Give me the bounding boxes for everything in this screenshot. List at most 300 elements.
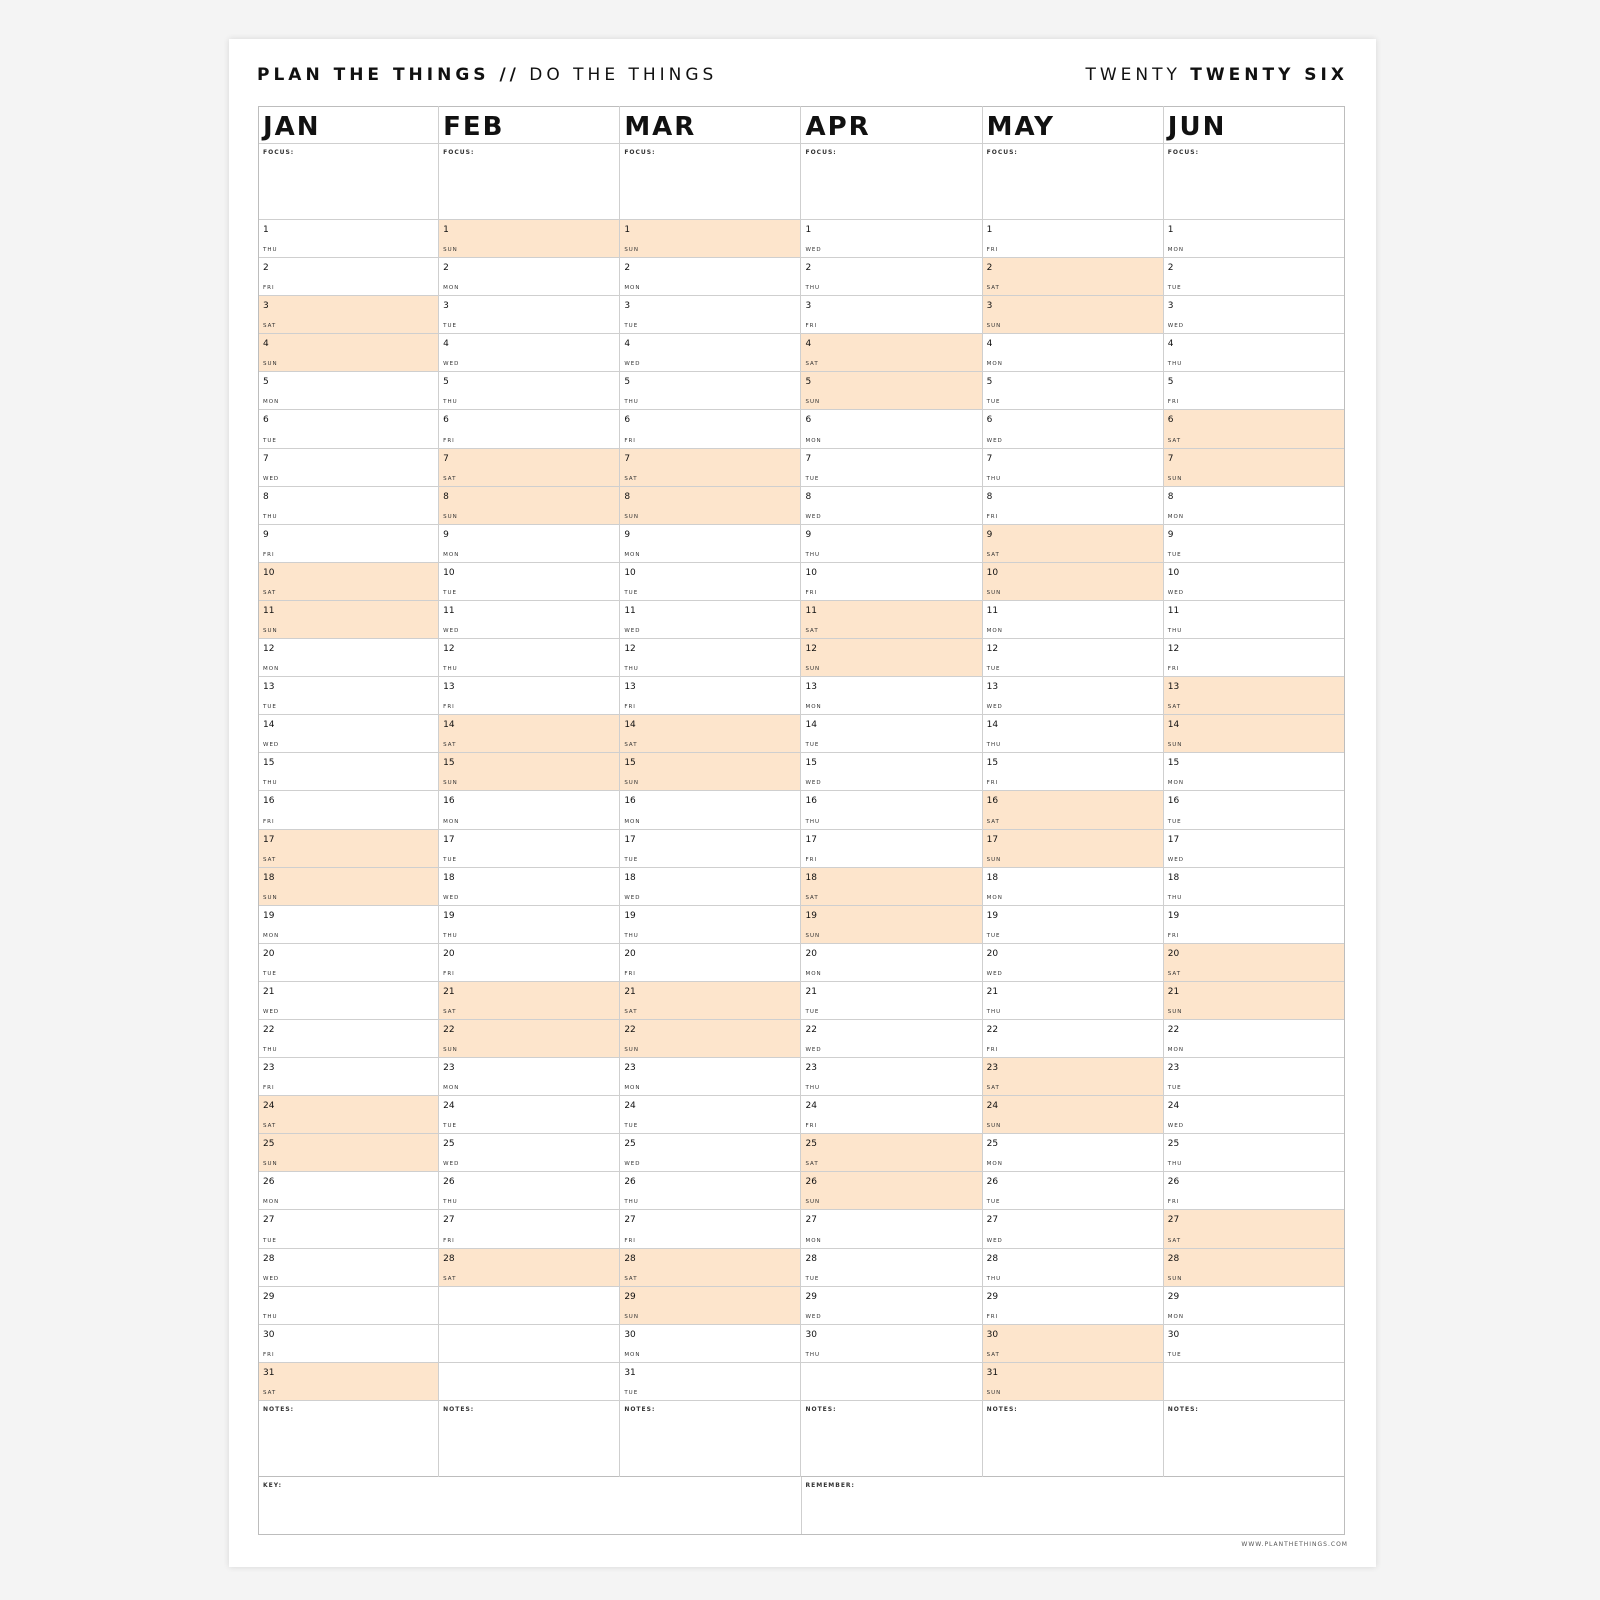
day-cell[interactable] — [259, 410, 438, 448]
day-number: 26 — [624, 1177, 636, 1188]
day-cell[interactable] — [439, 449, 619, 487]
day-cell[interactable] — [439, 639, 619, 677]
day-cell[interactable] — [620, 944, 800, 982]
day-cell[interactable] — [983, 449, 1163, 487]
day-weekday: WED — [986, 437, 1003, 444]
day-cell[interactable] — [1164, 639, 1344, 677]
day-number: 12 — [443, 644, 455, 655]
day-cell[interactable] — [259, 639, 438, 677]
day-number: 16 — [1167, 796, 1180, 807]
day-weekday: FRI — [986, 1047, 999, 1054]
day-cell[interactable] — [983, 1134, 1163, 1172]
day-weekday: FRI — [624, 437, 636, 444]
day-weekday: WED — [805, 1047, 822, 1054]
day-cell[interactable] — [983, 868, 1163, 906]
day-cell[interactable] — [1164, 1134, 1344, 1172]
day-cell[interactable] — [801, 449, 981, 487]
day-cell[interactable] — [439, 868, 619, 906]
day-number: 9 — [805, 529, 812, 540]
day-number: 2 — [443, 263, 449, 274]
day-cell[interactable] — [620, 868, 800, 906]
day-weekday: THU — [263, 1313, 278, 1320]
day-number: 5 — [624, 377, 631, 388]
day-cell[interactable] — [1164, 1096, 1344, 1134]
day-number: 20 — [986, 948, 999, 959]
day-cell[interactable] — [801, 563, 981, 601]
day-number: 8 — [1167, 491, 1174, 502]
notes-label: NOTES: — [443, 1405, 475, 1413]
month-name: JAN — [259, 106, 438, 144]
day-weekday: SUN — [1167, 742, 1183, 749]
day-cell[interactable] — [439, 525, 619, 563]
day-number: 14 — [443, 720, 455, 731]
day-weekday: THU — [624, 399, 639, 406]
day-cell[interactable] — [983, 1249, 1163, 1287]
day-cell[interactable] — [801, 410, 981, 448]
day-cell[interactable] — [801, 1249, 981, 1287]
day-number: 27 — [1167, 1215, 1180, 1226]
day-number: 28 — [263, 1253, 275, 1264]
day-cell[interactable] — [259, 715, 438, 753]
day-cell[interactable] — [439, 715, 619, 753]
day-cell[interactable] — [439, 372, 619, 410]
day-cell[interactable] — [983, 791, 1163, 829]
day-cell[interactable] — [620, 1249, 800, 1287]
day-cell[interactable] — [620, 1210, 800, 1248]
day-number: 8 — [624, 491, 631, 502]
day-cell[interactable] — [259, 258, 438, 296]
day-cell[interactable] — [801, 1096, 981, 1134]
notes-box[interactable] — [983, 1401, 1163, 1477]
day-weekday: MON — [805, 704, 822, 711]
day-cell[interactable] — [1164, 487, 1344, 525]
day-weekday: WED — [1167, 1123, 1184, 1130]
day-weekday: MON — [986, 361, 1003, 368]
day-cell[interactable] — [439, 563, 619, 601]
day-cell[interactable] — [801, 791, 981, 829]
day-cell[interactable] — [620, 601, 800, 639]
day-cell[interactable] — [801, 296, 981, 334]
day-cell[interactable] — [1164, 563, 1344, 601]
day-cell[interactable] — [801, 715, 981, 753]
day-cell[interactable] — [801, 830, 981, 868]
day-cell[interactable] — [801, 1325, 981, 1363]
day-weekday: FRI — [443, 704, 455, 711]
focus-box[interactable] — [983, 144, 1163, 220]
day-weekday: MON — [1167, 1047, 1184, 1054]
day-cell[interactable] — [801, 1020, 981, 1058]
day-number: 26 — [986, 1177, 999, 1188]
day-cell[interactable] — [1164, 982, 1344, 1020]
day-cell[interactable] — [1164, 1020, 1344, 1058]
day-number: 14 — [1167, 720, 1180, 731]
day-cell[interactable] — [259, 868, 438, 906]
day-cell[interactable] — [983, 830, 1163, 868]
day-weekday: FRI — [805, 856, 818, 863]
day-cell[interactable] — [259, 1249, 438, 1287]
day-cell[interactable] — [620, 334, 800, 372]
day-number: 9 — [624, 529, 631, 540]
day-cell[interactable] — [259, 1058, 438, 1096]
day-cell[interactable] — [1164, 715, 1344, 753]
day-cell[interactable] — [983, 372, 1163, 410]
day-cell[interactable] — [801, 1287, 981, 1325]
day-cell[interactable] — [983, 715, 1163, 753]
focus-label: FOCUS: — [986, 149, 1018, 156]
day-cell[interactable] — [1164, 410, 1344, 448]
day-cell[interactable] — [259, 220, 438, 258]
day-number: 8 — [263, 491, 269, 502]
day-cell[interactable] — [620, 1020, 800, 1058]
day-cell[interactable] — [620, 677, 800, 715]
day-cell[interactable] — [439, 410, 619, 448]
day-cell[interactable] — [1164, 372, 1344, 410]
day-cell[interactable] — [620, 1058, 800, 1096]
day-cell[interactable] — [620, 296, 800, 334]
day-weekday: TUE — [1167, 285, 1182, 292]
day-number: 3 — [805, 301, 812, 312]
empty-day-cell — [439, 1325, 619, 1363]
day-cell[interactable] — [801, 220, 981, 258]
day-cell[interactable] — [439, 1134, 619, 1172]
day-weekday: SUN — [986, 1389, 1002, 1396]
day-number: 13 — [263, 682, 275, 693]
day-number: 2 — [986, 263, 993, 274]
day-cell[interactable] — [1164, 1287, 1344, 1325]
day-weekday: TUE — [263, 1237, 277, 1244]
day-weekday: FRI — [805, 323, 818, 330]
day-cell[interactable] — [620, 1287, 800, 1325]
day-cell[interactable] — [801, 372, 981, 410]
day-number: 25 — [986, 1139, 999, 1150]
day-cell[interactable] — [801, 1210, 981, 1248]
day-cell[interactable] — [1164, 906, 1344, 944]
day-weekday: THU — [624, 932, 639, 939]
day-number: 16 — [263, 796, 275, 807]
day-cell[interactable] — [439, 1172, 619, 1210]
day-number: 11 — [443, 605, 455, 616]
day-cell[interactable] — [439, 601, 619, 639]
day-cell[interactable] — [801, 1172, 981, 1210]
day-cell[interactable] — [439, 334, 619, 372]
day-cell[interactable] — [620, 410, 800, 448]
day-cell[interactable] — [1164, 1210, 1344, 1248]
day-cell[interactable] — [983, 1287, 1163, 1325]
day-cell[interactable] — [439, 296, 619, 334]
day-cell[interactable] — [1164, 601, 1344, 639]
day-cell[interactable] — [259, 1096, 438, 1134]
day-cell[interactable] — [620, 982, 800, 1020]
day-number: 18 — [263, 872, 275, 883]
focus-label: FOCUS: — [263, 149, 295, 156]
day-cell[interactable] — [259, 1210, 438, 1248]
day-cell[interactable] — [620, 220, 800, 258]
day-number: 30 — [986, 1329, 999, 1340]
day-cell[interactable] — [983, 220, 1163, 258]
day-cell[interactable] — [801, 677, 981, 715]
day-cell[interactable] — [1164, 220, 1344, 258]
day-cell[interactable] — [620, 1363, 800, 1401]
notes-box[interactable] — [259, 1401, 438, 1477]
day-cell[interactable] — [259, 1363, 438, 1401]
day-cell[interactable] — [620, 487, 800, 525]
day-cell[interactable] — [259, 449, 438, 487]
day-cell[interactable] — [801, 258, 981, 296]
day-cell[interactable] — [801, 639, 981, 677]
day-cell[interactable] — [983, 1363, 1163, 1401]
day-number: 17 — [805, 834, 817, 845]
remember-box[interactable] — [802, 1477, 1345, 1534]
day-number: 7 — [1167, 453, 1174, 464]
day-weekday: SUN — [624, 780, 639, 787]
day-number: 24 — [263, 1101, 275, 1112]
day-cell[interactable] — [983, 525, 1163, 563]
day-cell[interactable] — [801, 868, 981, 906]
day-cell[interactable] — [439, 791, 619, 829]
day-cell[interactable] — [439, 1058, 619, 1096]
day-number: 19 — [624, 910, 636, 921]
day-cell[interactable] — [259, 1020, 438, 1058]
day-number: 3 — [1167, 301, 1174, 312]
day-cell[interactable] — [1164, 1058, 1344, 1096]
notes-label: NOTES: — [263, 1405, 295, 1413]
day-cell[interactable] — [983, 258, 1163, 296]
day-cell[interactable] — [983, 1325, 1163, 1363]
day-weekday: SAT — [443, 1008, 457, 1015]
day-number: 11 — [263, 605, 275, 616]
day-cell[interactable] — [620, 449, 800, 487]
day-weekday: THU — [986, 1275, 1002, 1282]
day-weekday: THU — [624, 1199, 639, 1206]
day-cell[interactable] — [620, 715, 800, 753]
day-cell[interactable] — [259, 563, 438, 601]
day-cell[interactable] — [259, 1325, 438, 1363]
day-weekday: MON — [624, 818, 641, 825]
day-cell[interactable] — [259, 487, 438, 525]
day-cell[interactable] — [620, 791, 800, 829]
day-cell[interactable] — [439, 220, 619, 258]
day-cell[interactable] — [983, 487, 1163, 525]
day-number: 13 — [443, 682, 455, 693]
day-cell[interactable] — [1164, 830, 1344, 868]
day-cell[interactable] — [259, 525, 438, 563]
day-cell[interactable] — [801, 1058, 981, 1096]
day-cell[interactable] — [620, 1172, 800, 1210]
day-cell[interactable] — [259, 1134, 438, 1172]
day-weekday: THU — [1167, 1161, 1183, 1168]
focus-box[interactable] — [801, 144, 981, 220]
focus-label: FOCUS: — [443, 149, 475, 156]
day-cell[interactable] — [259, 753, 438, 791]
day-weekday: SUN — [263, 894, 278, 901]
day-cell[interactable] — [983, 1058, 1163, 1096]
day-cell[interactable] — [1164, 791, 1344, 829]
day-cell[interactable] — [439, 258, 619, 296]
day-weekday: WED — [624, 1161, 641, 1168]
focus-box[interactable] — [620, 144, 800, 220]
day-cell[interactable] — [983, 1096, 1163, 1134]
focus-box[interactable] — [259, 144, 438, 220]
day-cell[interactable] — [439, 1210, 619, 1248]
notes-box[interactable] — [801, 1401, 981, 1477]
day-cell[interactable] — [620, 258, 800, 296]
day-cell[interactable] — [259, 906, 438, 944]
day-cell[interactable] — [259, 1287, 438, 1325]
day-weekday: WED — [443, 1161, 460, 1168]
day-cell[interactable] — [983, 982, 1163, 1020]
day-cell[interactable] — [620, 1096, 800, 1134]
notes-box[interactable] — [620, 1401, 800, 1477]
day-number: 10 — [443, 567, 455, 578]
day-weekday: THU — [443, 666, 458, 673]
day-cell[interactable] — [259, 677, 438, 715]
key-box[interactable] — [259, 1477, 802, 1534]
day-number: 13 — [805, 682, 817, 693]
month-column-jan — [258, 106, 439, 1477]
day-cell[interactable] — [1164, 258, 1344, 296]
day-number: 2 — [805, 263, 812, 274]
day-cell[interactable] — [801, 525, 981, 563]
day-cell[interactable] — [1164, 944, 1344, 982]
day-cell[interactable] — [259, 1172, 438, 1210]
day-cell[interactable] — [983, 563, 1163, 601]
day-weekday: MON — [263, 932, 280, 939]
day-cell[interactable] — [983, 944, 1163, 982]
day-cell[interactable] — [439, 1249, 619, 1287]
day-cell[interactable] — [620, 372, 800, 410]
day-cell[interactable] — [801, 487, 981, 525]
day-number: 20 — [624, 948, 636, 959]
day-cell[interactable] — [1164, 868, 1344, 906]
day-cell[interactable] — [439, 753, 619, 791]
day-cell[interactable] — [439, 830, 619, 868]
day-number: 2 — [263, 263, 269, 274]
day-cell[interactable] — [259, 982, 438, 1020]
day-number: 21 — [443, 986, 455, 997]
day-weekday: SAT — [624, 1008, 638, 1015]
day-cell[interactable] — [259, 830, 438, 868]
day-cell[interactable] — [801, 906, 981, 944]
slogan-bold: PLAN THE THINGS // — [257, 65, 520, 85]
day-cell[interactable] — [801, 944, 981, 982]
day-cell[interactable] — [439, 906, 619, 944]
day-cell[interactable] — [620, 753, 800, 791]
month-column-feb — [439, 106, 620, 1477]
day-weekday: SAT — [624, 475, 638, 482]
day-cell[interactable] — [439, 982, 619, 1020]
day-number: 28 — [443, 1253, 455, 1264]
day-cell[interactable] — [801, 1134, 981, 1172]
day-number: 27 — [986, 1215, 999, 1226]
day-cell[interactable] — [1164, 677, 1344, 715]
day-cell[interactable] — [983, 753, 1163, 791]
day-number: 25 — [263, 1139, 275, 1150]
day-cell[interactable] — [1164, 1325, 1344, 1363]
day-cell[interactable] — [620, 639, 800, 677]
focus-box[interactable] — [1164, 144, 1344, 220]
day-weekday: MON — [443, 551, 460, 558]
day-weekday: TUE — [263, 704, 277, 711]
day-cell[interactable] — [983, 677, 1163, 715]
day-cell[interactable] — [983, 1210, 1163, 1248]
day-cell[interactable] — [983, 334, 1163, 372]
day-weekday: MON — [1167, 780, 1184, 787]
day-number: 8 — [805, 491, 812, 502]
empty-day-cell — [801, 1363, 981, 1401]
day-cell[interactable] — [439, 1096, 619, 1134]
day-cell[interactable] — [1164, 525, 1344, 563]
day-weekday: SUN — [263, 361, 278, 368]
day-cell[interactable] — [439, 487, 619, 525]
day-cell[interactable] — [983, 296, 1163, 334]
day-number: 6 — [986, 415, 993, 426]
day-number: 18 — [986, 872, 999, 883]
day-cell[interactable] — [259, 296, 438, 334]
day-cell[interactable] — [1164, 753, 1344, 791]
focus-label: FOCUS: — [805, 149, 837, 156]
day-cell[interactable] — [439, 677, 619, 715]
day-number: 1 — [624, 225, 631, 235]
day-cell[interactable] — [259, 601, 438, 639]
day-weekday: TUE — [805, 475, 820, 482]
day-number: 23 — [1167, 1063, 1180, 1074]
day-cell[interactable] — [620, 906, 800, 944]
day-cell[interactable] — [801, 982, 981, 1020]
day-number: 30 — [263, 1329, 275, 1340]
day-number: 14 — [624, 720, 636, 731]
day-cell[interactable] — [983, 1172, 1163, 1210]
day-cell[interactable] — [983, 601, 1163, 639]
day-cell[interactable] — [983, 639, 1163, 677]
day-cell[interactable] — [259, 372, 438, 410]
day-number: 16 — [624, 796, 636, 807]
day-weekday: SUN — [263, 1161, 278, 1168]
day-number: 21 — [624, 986, 636, 997]
day-cell[interactable] — [259, 944, 438, 982]
day-cell[interactable] — [801, 753, 981, 791]
day-cell[interactable] — [620, 1134, 800, 1172]
day-cell[interactable] — [983, 410, 1163, 448]
day-number: 12 — [986, 644, 999, 655]
day-cell[interactable] — [983, 1020, 1163, 1058]
day-cell[interactable] — [801, 334, 981, 372]
day-cell[interactable] — [1164, 1172, 1344, 1210]
day-weekday: THU — [263, 513, 278, 520]
day-weekday: SUN — [805, 932, 821, 939]
day-cell[interactable] — [439, 1020, 619, 1058]
day-number: 3 — [624, 301, 631, 312]
notes-box[interactable] — [439, 1401, 619, 1477]
day-cell[interactable] — [1164, 334, 1344, 372]
day-cell[interactable] — [620, 1325, 800, 1363]
focus-box[interactable] — [439, 144, 619, 220]
day-cell[interactable] — [439, 944, 619, 982]
day-cell[interactable] — [1164, 1249, 1344, 1287]
day-cell[interactable] — [259, 334, 438, 372]
notes-box[interactable] — [1164, 1401, 1344, 1477]
day-weekday: MON — [1167, 1313, 1184, 1320]
day-cell[interactable] — [620, 830, 800, 868]
day-cell[interactable] — [620, 525, 800, 563]
day-weekday: SUN — [986, 1123, 1002, 1130]
day-cell[interactable] — [1164, 296, 1344, 334]
day-weekday: WED — [805, 1313, 822, 1320]
day-cell[interactable] — [1164, 449, 1344, 487]
day-cell[interactable] — [801, 601, 981, 639]
day-cell[interactable] — [259, 791, 438, 829]
day-cell[interactable] — [620, 563, 800, 601]
day-cell[interactable] — [983, 906, 1163, 944]
